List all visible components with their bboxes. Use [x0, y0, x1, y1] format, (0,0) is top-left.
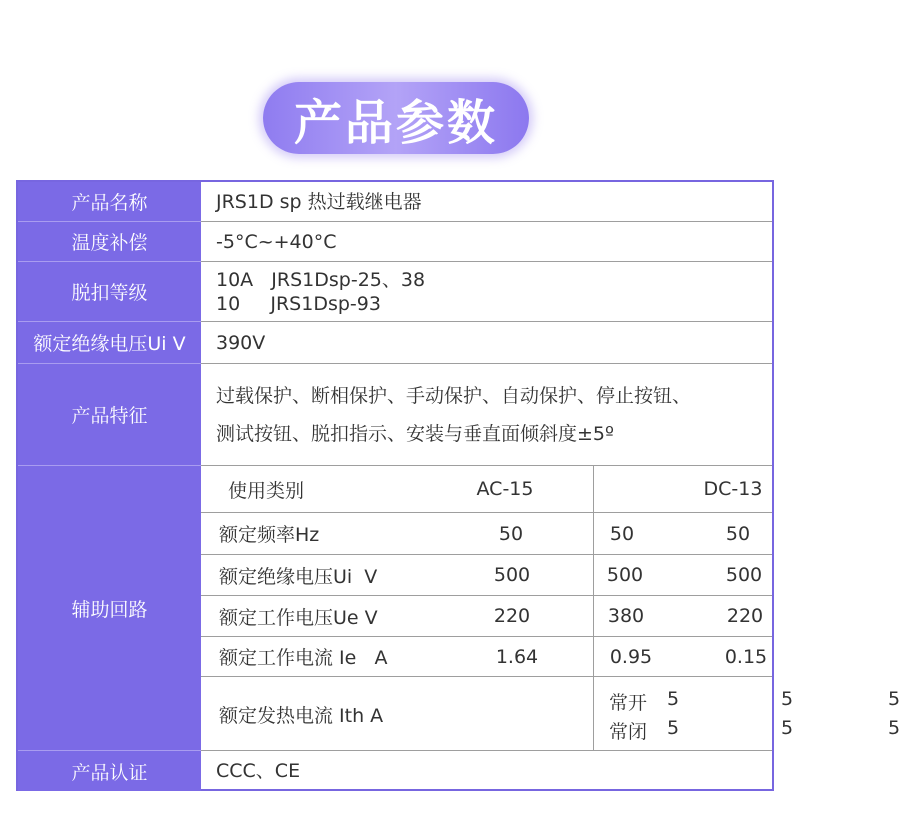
certification-text: CCC、CE [216, 760, 301, 782]
value-product-features [201, 364, 772, 466]
aux-insulation-voltage-v1: 500 [493, 564, 531, 586]
aux-working-current-v1: 1.64 [495, 645, 539, 668]
label-auxiliary-circuit: 辅助回路 [18, 466, 201, 751]
aux-thermal-nc-label: 常闭 [609, 721, 648, 743]
aux-category-dc13: DC-13 [703, 478, 763, 500]
aux-insulation-voltage-v3: 500 [725, 564, 763, 586]
page-title: 产品参数 [293, 94, 498, 151]
aux-row-category [201, 466, 772, 513]
aux-category-ac15: AC-15 [476, 478, 534, 500]
aux-working-voltage-v2: 380 [607, 605, 645, 627]
label-product-features: 产品特征 [18, 364, 201, 466]
auxiliary-circuit-subtable [201, 466, 900, 751]
aux-frequency-name: 额定频率Hz [219, 524, 320, 546]
aux-insulation-voltage-name: 额定绝缘电压Ui V [219, 565, 378, 588]
aux-frequency-v2: 50 [609, 522, 635, 545]
aux-thermal-nc-v2: 5 [781, 717, 794, 739]
trip-class-line-1: 10A JRS1Dsp-25、38 [216, 268, 426, 291]
label-trip-class: 脱扣等级 [18, 262, 201, 322]
aux-category-name: 使用类别 [228, 479, 305, 502]
aux-working-current-name: 额定工作电流 Ie A [219, 647, 388, 669]
rated-insulation-voltage-text: 390V [216, 331, 266, 354]
product-features-line-1: 过载保护、断相保护、手动保护、自动保护、停止按钮、 [216, 384, 692, 407]
aux-thermal-no-label: 常开 [609, 692, 648, 714]
aux-row-frequency [201, 513, 772, 555]
aux-working-current-v3: 0.15 [724, 645, 768, 668]
value-temp-compensation [201, 222, 772, 262]
aux-thermal-current-name: 额定发热电流 Ith A [219, 704, 384, 727]
label-rated-insulation-voltage: 额定绝缘电压Ui V [18, 322, 201, 364]
aux-thermal-nc-v1: 5 [667, 717, 680, 739]
aux-thermal-no-v3: 5 [888, 688, 900, 710]
aux-thermal-nc-v3: 5 [888, 717, 900, 739]
temp-compensation-text: -5°C~+40°C [216, 230, 337, 253]
aux-row-thermal-current [201, 677, 900, 751]
label-temp-compensation: 温度补偿 [18, 222, 201, 262]
label-product-name: 产品名称 [18, 182, 201, 222]
product-features-line-2: 测试按钮、脱扣指示、安装与垂直面倾斜度±5º [216, 422, 614, 445]
label-certification: 产品认证 [18, 751, 201, 791]
aux-row-working-voltage [201, 596, 772, 637]
aux-working-voltage-v1: 220 [493, 605, 531, 627]
aux-thermal-no-v1: 5 [667, 688, 680, 710]
aux-frequency-v1: 50 [498, 522, 524, 545]
product-name-text: JRS1D sp 热过载继电器 [216, 190, 422, 213]
aux-frequency-v3: 50 [725, 522, 751, 545]
aux-row-working-current [201, 637, 772, 677]
spec-table [16, 180, 900, 791]
aux-row-insulation-voltage [201, 555, 772, 596]
aux-working-voltage-name: 额定工作电压Ue V [219, 606, 378, 629]
value-product-name [201, 182, 772, 222]
aux-working-voltage-v3: 220 [726, 605, 764, 627]
title-banner [263, 82, 529, 154]
value-certification [201, 751, 772, 791]
trip-class-line-2: 10 JRS1Dsp-93 [216, 292, 381, 315]
aux-working-current-v2: 0.95 [609, 645, 653, 668]
value-trip-class [201, 262, 772, 322]
aux-thermal-no-v2: 5 [781, 688, 794, 710]
aux-insulation-voltage-v2: 500 [606, 564, 644, 586]
value-rated-insulation-voltage [201, 322, 772, 364]
